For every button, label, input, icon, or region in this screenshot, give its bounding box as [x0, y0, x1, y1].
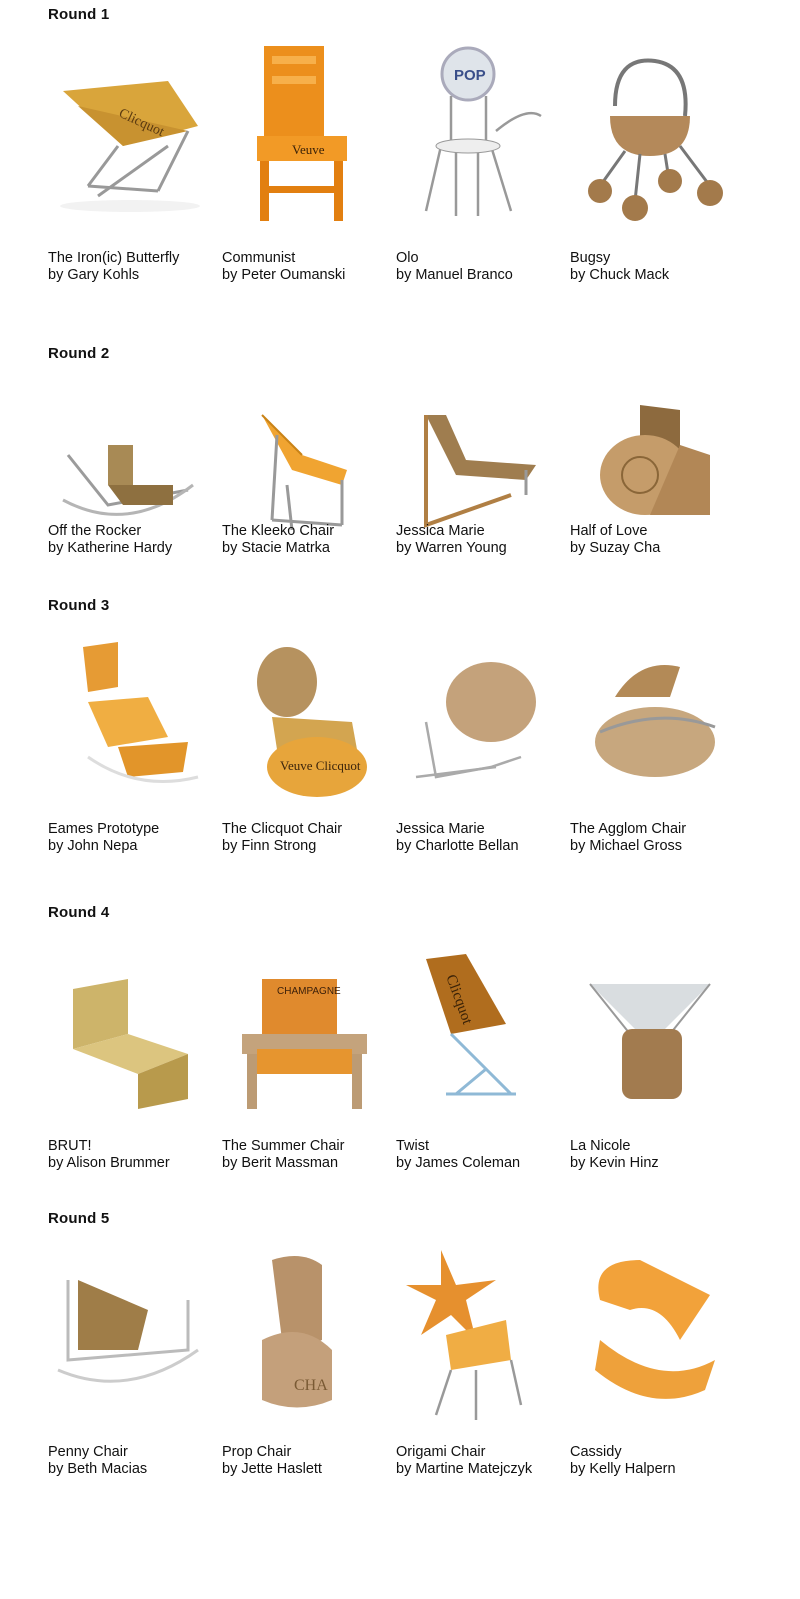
chair-author: by Kevin Hinz — [570, 1155, 659, 1171]
chair-caption — [396, 523, 507, 557]
ribbon-chair-image[interactable] — [570, 1240, 735, 1430]
chair-author: by James Coleman — [396, 1155, 521, 1171]
origami-chair-image[interactable] — [396, 1240, 561, 1430]
chair-name[interactable]: Twist — [396, 1138, 430, 1154]
round-title: Round 1 — [48, 6, 110, 23]
chair-name[interactable]: Bugsy — [570, 250, 611, 266]
svg-text:CHA: CHA — [294, 1377, 328, 1394]
chair-author: by Michael Gross — [570, 838, 683, 854]
chair-name[interactable]: The Iron(ic) Butterfly — [48, 250, 180, 266]
chair-caption — [48, 821, 159, 855]
chair-name[interactable]: Prop Chair — [222, 1444, 292, 1460]
chair-author: by Peter Oumanski — [222, 267, 346, 283]
chair-author: by Gary Kohls — [48, 267, 140, 283]
chair-caption — [222, 821, 342, 855]
eames-chair-image[interactable] — [48, 627, 213, 817]
chair-caption — [396, 250, 513, 284]
chair-author: by Kelly Halpern — [570, 1461, 676, 1477]
chair-name[interactable]: The Clicquot Chair — [222, 821, 343, 837]
round-title: Round 5 — [48, 1210, 110, 1227]
chair-caption — [396, 1138, 520, 1172]
round-title: Round 2 — [48, 345, 110, 362]
twist-chair-image[interactable] — [396, 934, 561, 1124]
chair-caption — [570, 1444, 676, 1478]
chair-name[interactable]: BRUT! — [48, 1138, 92, 1154]
cork-prop-chair-image[interactable] — [222, 1240, 387, 1430]
chair-name[interactable]: Off the Rocker — [48, 523, 142, 539]
chair-author: by Manuel Branco — [396, 267, 513, 283]
armchair-image[interactable] — [222, 934, 387, 1124]
chair-name[interactable]: Penny Chair — [48, 1444, 128, 1460]
chair-author: by Berit Massman — [222, 1155, 339, 1171]
chair-name[interactable]: Communist — [222, 250, 296, 266]
chair-name[interactable]: Olo — [396, 250, 419, 266]
svg-text:CHAMPAGNE: CHAMPAGNE — [277, 986, 341, 997]
butterfly-chair-image[interactable] — [48, 36, 213, 226]
svg-text:POP: POP — [454, 67, 486, 84]
svg-text:Clicquot: Clicquot — [116, 106, 167, 141]
penny-rocker-image[interactable] — [48, 1240, 213, 1430]
svg-text:Clicquot: Clicquot — [442, 972, 476, 1027]
svg-text:Veuve: Veuve — [292, 142, 325, 157]
chair-caption — [222, 523, 334, 557]
wire-chair-image[interactable] — [396, 36, 561, 226]
chair-name[interactable]: Half of Love — [570, 523, 648, 539]
chair-author: by Chuck Mack — [570, 267, 670, 283]
chair-caption — [48, 1444, 147, 1478]
chair-name[interactable]: La Nicole — [570, 1138, 631, 1154]
chair-caption — [396, 1444, 532, 1478]
cork-bug-chair-image[interactable] — [570, 36, 735, 226]
chair-author: by Katherine Hardy — [48, 540, 173, 556]
chair-author: by Suzay Cha — [570, 540, 661, 556]
clicquot-chair-image[interactable] — [222, 627, 387, 817]
orange-wooden-chair-image[interactable] — [222, 36, 387, 226]
chair-caption — [570, 821, 686, 855]
chair-name[interactable]: Eames Prototype — [48, 821, 160, 837]
chair-caption — [222, 1138, 344, 1172]
chair-name[interactable]: Jessica Marie — [396, 821, 485, 837]
cork-bowl-chair-image[interactable] — [396, 627, 561, 817]
chair-caption — [48, 523, 172, 557]
chair-author: by John Nepa — [48, 838, 138, 854]
chair-name[interactable]: Origami Chair — [396, 1444, 486, 1460]
chair-author: by Finn Strong — [222, 838, 317, 854]
chair-name[interactable]: Cassidy — [570, 1444, 622, 1460]
agglom-chair-image[interactable] — [570, 627, 735, 817]
chair-author: by Jette Haslett — [222, 1461, 322, 1477]
chair-name[interactable]: The Agglom Chair — [570, 821, 687, 837]
chair-caption — [222, 250, 345, 284]
chair-author: by Beth Macias — [48, 1461, 148, 1477]
chair-caption — [48, 250, 179, 284]
chair-author: by Alison Brummer — [48, 1155, 170, 1171]
chair-caption — [48, 1138, 170, 1172]
chair-caption — [570, 523, 660, 557]
chair-caption — [222, 1444, 322, 1478]
chair-name[interactable]: The Summer Chair — [222, 1138, 345, 1154]
chair-name[interactable]: The Kleeko Chair — [222, 523, 335, 539]
chair-caption — [570, 250, 669, 284]
round-title: Round 3 — [48, 597, 110, 614]
chair-name[interactable]: Jessica Marie — [396, 523, 485, 539]
chair-author: by Warren Young — [396, 540, 507, 556]
chair-caption — [396, 821, 519, 855]
cork-stool-image[interactable] — [570, 934, 735, 1124]
gold-chair-image[interactable] — [48, 934, 213, 1124]
chair-author: by Martine Matejczyk — [396, 1461, 533, 1477]
chair-author: by Stacie Matrka — [222, 540, 330, 556]
chair-author: by Charlotte Bellan — [396, 838, 519, 854]
svg-text:Veuve Clicquot: Veuve Clicquot — [280, 758, 361, 773]
chair-caption — [570, 1138, 659, 1172]
round-title: Round 4 — [48, 904, 110, 921]
